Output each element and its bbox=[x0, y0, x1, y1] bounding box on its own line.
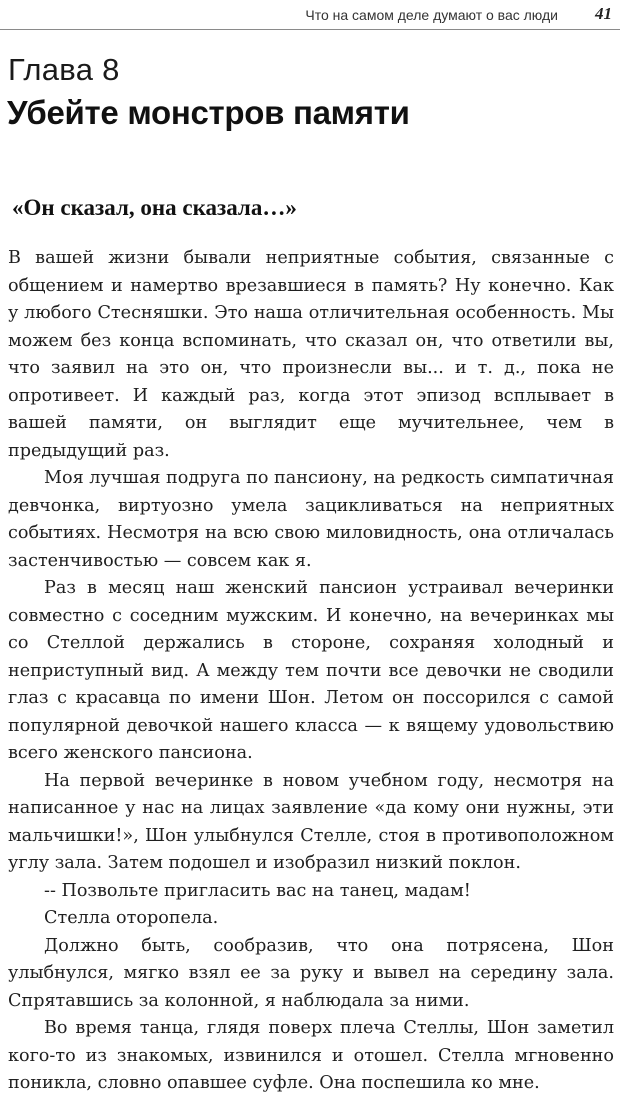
paragraph: Стелла оторопела. bbox=[44, 908, 219, 928]
section-heading: «Он сказал, она сказала…» bbox=[12, 195, 297, 220]
paragraph: На первой вечеринке в новом учебном году, несмотря на написанное у нас на лицах заявление «да кому они нужны, эти мальчишки!», Шон улыбнулся Стелле, стоя в противоположном углу зала. Затем подошел и изобразил низкий поклон. bbox=[8, 770, 614, 873]
paragraph: Во время танца, глядя поверх плеча Стеллы, Шон заметил кого-то из знакомых, извинился и отошел. Стелла мгновенно поникла, словно опавшее суфле. Она поспешила ко мне. bbox=[8, 1018, 614, 1093]
paragraph: Раз в месяц наш женский пансион устраивал вечеринки совместно с соседним мужским. И конечно, на вечеринках мы со Стеллой держались в стороне, сохраняя холодный и неприступный вид. А между тем почти все девочки не сводили глаз с красавца по имени Шон. Летом он поссорился с самой популярной девочкой нашего класса — к вящему удовольствию всего женского пансиона. bbox=[8, 578, 614, 763]
running-header bbox=[0, 2, 620, 28]
paragraph: В вашей жизни бывали неприятные события, связанные с общением и намертво врезавшиеся в память? Ну конечно. Как у любого Стесняшки. Это наша отличительная особенность. Мы можем без конца вспоминать, что сказал он, что ответили вы, что заявил на это он, что произнесли вы... и т. д., пока не опротивеет. И каждый раз, когда этот эпизод всплывает в вашей памяти, он выглядит еще мучительнее, чем в предыдущий раз. bbox=[8, 248, 614, 461]
header-rule bbox=[0, 29, 620, 30]
body-text bbox=[8, 245, 614, 1098]
paragraph: -- Позвольте пригласить вас на танец, мадам! bbox=[44, 880, 471, 901]
page-number: 41 bbox=[595, 4, 612, 23]
chapter-title: Убейте монстров памяти bbox=[7, 94, 410, 131]
chapter-label: Глава 8 bbox=[8, 52, 120, 87]
paragraph: Моя лучшая подруга по пансиону, на редкость симпатичная девчонка, виртуозно умела зацикливаться на неприятных событиях. Несмотря на всю свою миловидность, она отличалась застенчивостью — совсем как я. bbox=[8, 468, 614, 571]
paragraph: Должно быть, сообразив, что она потрясена, Шон улыбнулся, мягко взял ее за руку и вывел на середину зала. Спрятавшись за колонной, я наблюдала за ними. bbox=[8, 935, 614, 1011]
running-title: Что на самом деле думают о вас люди bbox=[305, 7, 558, 23]
